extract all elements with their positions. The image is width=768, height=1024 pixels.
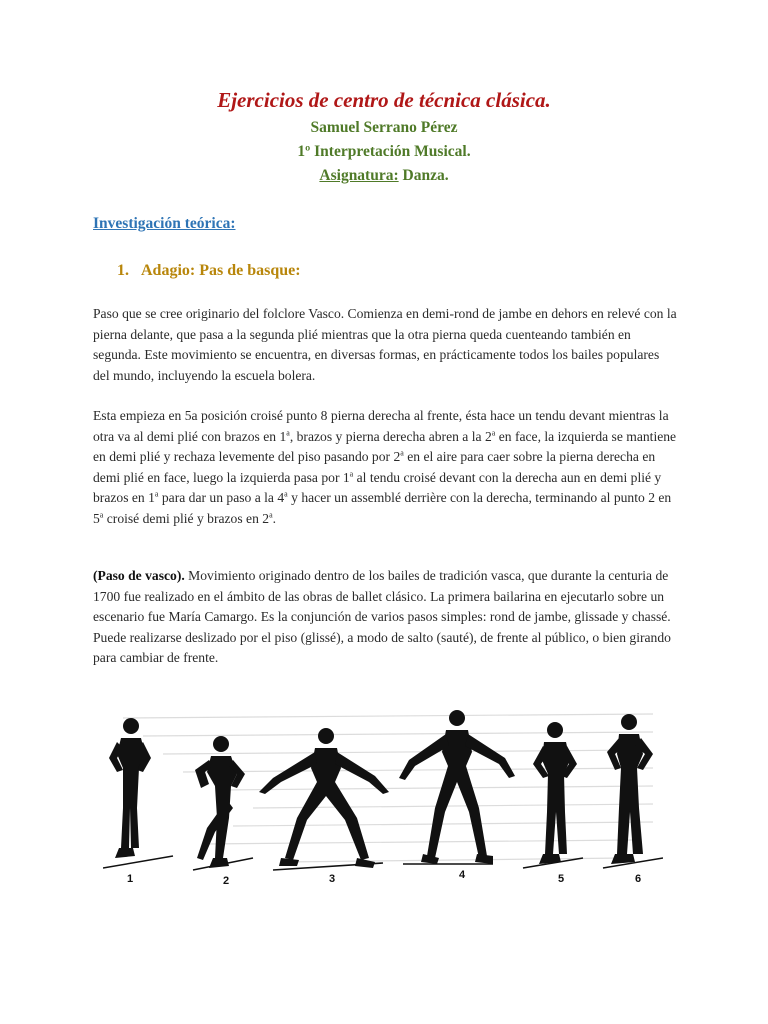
dancer-figure-5 xyxy=(533,722,577,864)
dancer-figure-2 xyxy=(195,736,245,868)
text-run: y hacer un assemblé derrière con la derecha, terminando al punto 2 en 5 xyxy=(93,490,672,526)
background-text-lines xyxy=(123,714,653,862)
section-heading: Investigación teórica: xyxy=(93,215,236,232)
step-label-3: 3 xyxy=(329,873,336,885)
paragraph-history xyxy=(93,566,678,669)
paragraph-steps xyxy=(93,406,678,529)
text-run: croisé demi plié y brazos en 2 xyxy=(103,510,270,526)
text-run: en el aire para caer sobre la pierna derecha en demi plié en face, luego la izquierda pasa por 1 xyxy=(93,449,656,485)
author-name: Samuel Serrano Pérez xyxy=(310,119,458,136)
ordinal-mark: a xyxy=(286,427,290,437)
course-line: 1º Interpretación Musical. xyxy=(297,143,471,160)
text-run: para dar un paso a la 4 xyxy=(158,490,285,505)
ordinal-mark: a xyxy=(491,427,496,437)
ordinal-mark: a xyxy=(349,468,354,478)
text-run: Esta empieza en 5a posición croisé punto 8 pierna derecha al frente, ésta hace un tendu devant mientras la otra va al demi plié con brazos en 1 xyxy=(93,408,669,444)
numbered-heading xyxy=(117,262,301,280)
item-number: 1. xyxy=(117,262,129,279)
text-run: en face, la izquierda se mantiene en demi plié y rechaza levemente del piso pasando por 2 xyxy=(93,428,677,464)
ordinal-mark: a xyxy=(284,489,288,499)
dance-figure-svg xyxy=(103,708,663,886)
step-label-5: 5 xyxy=(558,873,565,885)
subject-line xyxy=(0,167,768,185)
subject-label: Asignatura: xyxy=(319,167,399,184)
item-title: Adagio: Pas de basque: xyxy=(141,262,301,279)
paragraph-lead: (Paso de vasco). xyxy=(93,568,185,583)
ordinal-mark: a xyxy=(400,448,404,458)
dancer-figure-1 xyxy=(109,718,151,858)
text-run: Movimiento originado dentro de los bailes de tradición vasca, que durante la centuria de 1700 fue realizado en el ámbito de las obras de ballet clásico. La primera bailarina en ejecutarlo sobre un escenario fue María Camargo. Es la conjunción de varios pasos simples: rond de jambe, glissade y chassé. Puede realizarse deslizado por el piso (glissé), a modo de salto (sauté), de frente al público, o bien girando para cambiar de frente. xyxy=(93,568,671,665)
ordinal-mark: a xyxy=(99,509,104,519)
step-label-1: 1 xyxy=(127,873,134,885)
subject-value: Danza. xyxy=(398,167,449,184)
ordinal-mark: a xyxy=(269,509,273,519)
text-run: . xyxy=(272,510,277,526)
step-label-6: 6 xyxy=(635,873,642,885)
text-run: al tendu croisé devant con la derecha aun en demi plié y brazos en 1 xyxy=(93,469,662,505)
step-label-2: 2 xyxy=(223,875,230,886)
document-title: Ejercicios de centro de técnica clásica. xyxy=(217,88,551,112)
paragraph-origin: Paso que se cree originario del folclore Vasco. Comienza en demi-rond de jambe en dehors en relevé con la pierna delante, que pasa a la segunda plié mientras que la otra pierna queda cuenteando también en segunda. Este movimiento se encuentra, en diversas formas, en prácticamente todos los bailes populares del mundo, incluyendo la escuela bolera. xyxy=(93,306,677,383)
step-labels xyxy=(127,869,641,886)
text-run: , brazos y pierna derecha abren a la 2 xyxy=(289,428,492,444)
ordinal-mark: a xyxy=(154,489,159,499)
dancer-figure-6 xyxy=(607,714,653,864)
floor-lines xyxy=(103,856,663,870)
dance-steps-illustration xyxy=(103,708,663,886)
step-label-4: 4 xyxy=(459,869,466,881)
dancer-figure-3 xyxy=(259,728,389,868)
